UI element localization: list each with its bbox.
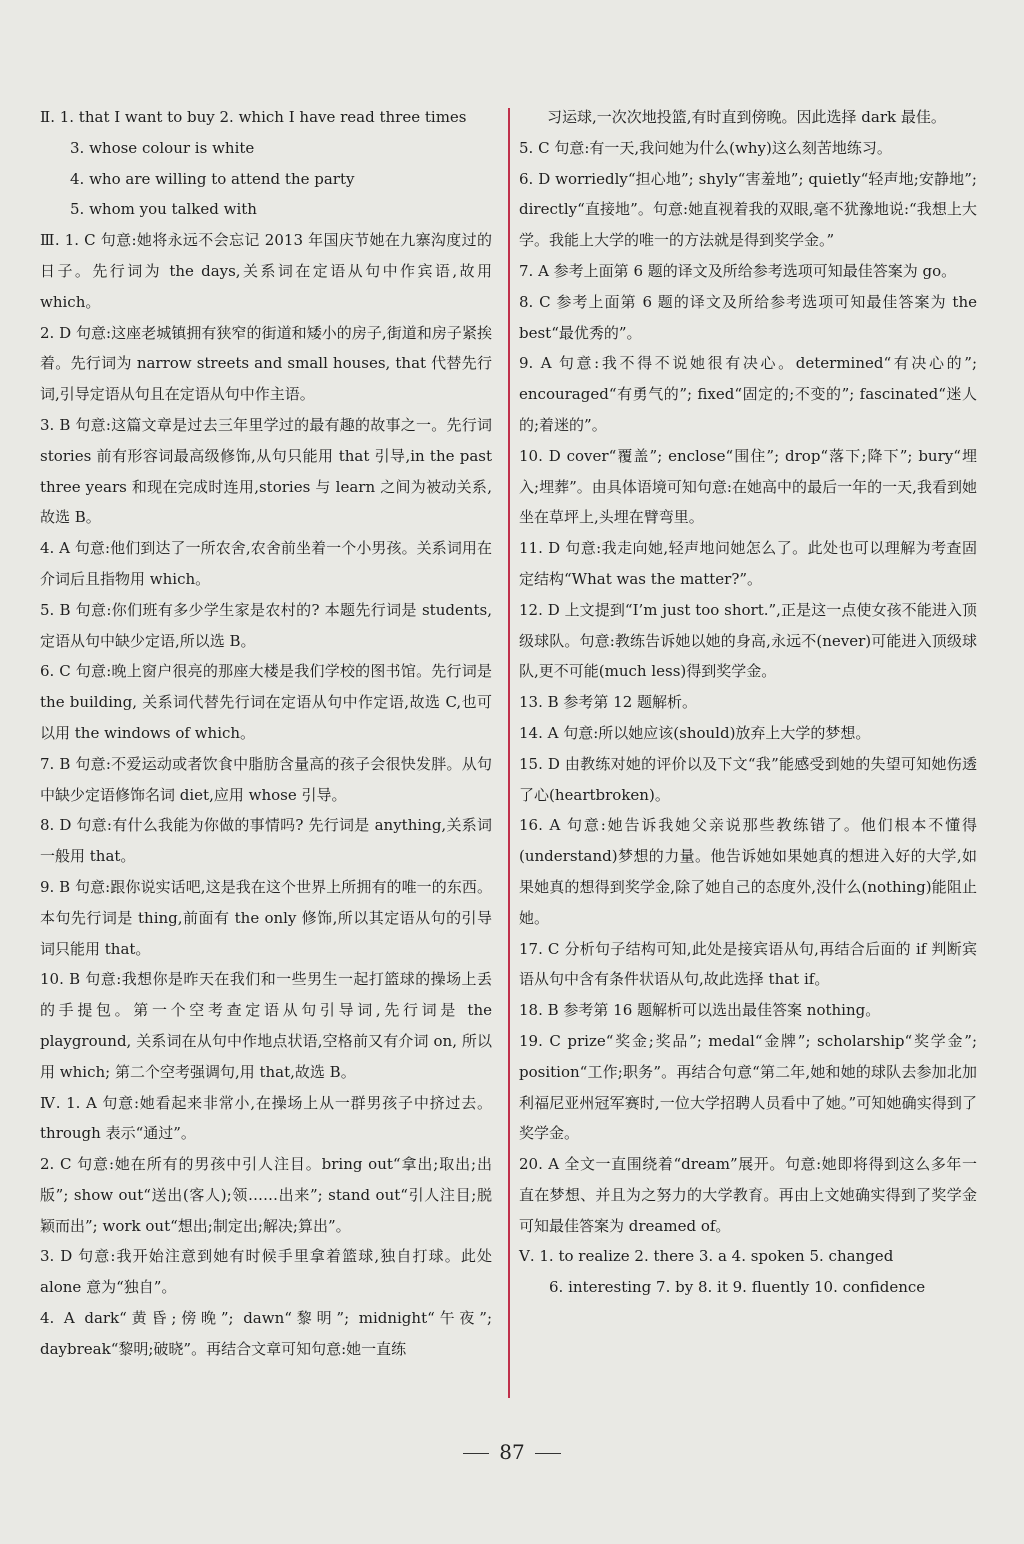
answer-item: 10. B 句意:我想你是昨天在我们和一些男生一起打篮球的操场上丢的手提包。第一个空考查定语从句引导词,先行词是 the playground, 关系词在从句中作地点状语,空格前又有介词 on, 所以用 which; 第二个空考强调句,用 that,故选 B。: [40, 970, 492, 1081]
answer-line: Ⅱ. 1. that I want to buy 2. which I have read three times: [40, 108, 467, 126]
answer-item: 17. C 分析句子结构可知,此处是接宾语从句,再结合后面的 if 判断宾语从句中含有条件状语从句,故此选择 that if。: [519, 939, 977, 989]
answer-item: 20. A 全文一直围绕着“dream”展开。句意:她即将得到这么多年一直在梦想、并且为之努力的大学教育。再由上文她确实得到了奖学金可知最佳答案为 dreamed of。: [519, 1155, 977, 1235]
answer-item: 8. D 句意:有什么我能为你做的事情吗? 先行词是 anything,关系词一般用 that。: [40, 816, 492, 866]
answer-item: 6. C 句意:晚上窗户很亮的那座大楼是我们学校的图书馆。先行词是 the building, 关系词代替先行词在定语从句中作定语,故选 C,也可以用 the windows of which。: [40, 662, 492, 742]
answer-item: 18. B 参考第 16 题解析可以选出最佳答案 nothing。: [519, 1001, 881, 1020]
answer-item: 10. D cover“覆盖”; enclose“围住”; drop“落下;降下”; bury“埋入;埋葬”。由具体语境可知句意:在她高中的最后一年的一天,我看到她坐在草坪上,头埋在臂弯里。: [519, 446, 977, 527]
answer-item: 2. D 句意:这座老城镇拥有狭窄的街道和矮小的房子,街道和房子紧挨着。先行词为 narrow streets and small houses, that 代替先行词,引导定语从句且在定语从句中作主语。: [40, 323, 492, 404]
page-footer: [0, 1440, 1024, 1464]
answer-item: 3. D 句意:我开始注意到她有时候手里拿着篮球,独自打球。此处 alone 意为“独自”。: [40, 1247, 492, 1297]
answer-item: 3. B 句意:这篇文章是过去三年里学过的最有趣的故事之一。先行词 stories 前有形容词最高级修饰,从句只能用 that 引导,in the past three years 和现在完成时连用,stories 与 learn 之间为被动关系,故选 B。: [40, 415, 492, 527]
answer-item: 习运球,一次次地投篮,有时直到傍晚。因此选择 dark 最佳。: [547, 108, 946, 126]
answer-item: 16. A 句意:她告诉我她父亲说那些教练错了。他们根本不懂得(understand)梦想的力量。他告诉她如果她真的想进入好的大学,如果她真的想得到奖学金,除了她自己的态度外,没什么(nothing)能阻止她。: [519, 816, 977, 927]
answer-item: 5. C 句意:有一天,我问她为什么(why)这么刻苦地练习。: [519, 138, 892, 157]
dash-left: [463, 1453, 489, 1454]
answer-item: 9. A 句意:我不得不说她很有决心。determined“有决心的”; encouraged“有勇气的”; fixed“固定的;不变的”; fascinated“迷人的;着迷的”。: [519, 354, 977, 434]
answer-item: 13. B 参考第 12 题解析。: [519, 693, 698, 712]
answer-line: Ⅴ. 1. to realize 2. there 3. a 4. spoken 5. changed: [519, 1247, 894, 1266]
answer-item: 4. A 句意:他们到达了一所农舍,农舍前坐着一个小男孩。关系词用在介词后且指物用 which。: [40, 539, 492, 588]
answer-item: 12. D 上文提到“I’m just too short.”,正是这一点使女孩不能进入顶级球队。句意:教练告诉她以她的身高,永远不(never)可能进入顶级球队,更不可能(much less)得到奖学金。: [519, 600, 977, 681]
page-number: 87: [499, 1440, 525, 1464]
answer-item: Ⅲ. 1. C 句意:她将永远不会忘记 2013 年国庆节她在九寨沟度过的日子。先行词为 the days,关系词在定语从句中作宾语,故用 which。: [40, 231, 492, 311]
answer-item: Ⅳ. 1. A 句意:她看起来非常小,在操场上从一群男孩子中挤过去。through 表示“通过”。: [40, 1093, 492, 1143]
answer-line: 4. who are willing to attend the party: [70, 169, 355, 188]
right-column: [519, 102, 977, 1303]
answer-line: 6. interesting 7. by 8. it 9. fluently 10. confidence: [549, 1278, 926, 1297]
answer-item: 4. A dark“黄昏;傍晚”; dawn“黎明”; midnight“午夜”; daybreak“黎明;破晓”。再结合文章可知句意:她一直练: [40, 1309, 492, 1358]
answer-item: 19. C prize“奖金;奖品”; medal“金牌”; scholarship“奖学金”; position“工作;职务”。再结合句意“第二年,她和她的球队去参加北加利福尼亚州冠军赛时,一位大学招聘人员看中了她。”可知她确实得到了奖学金。: [519, 1031, 977, 1143]
left-column: [40, 102, 492, 1365]
answer-line: 5. whom you talked with: [70, 200, 257, 219]
answer-item: 2. C 句意:她在所有的男孩中引人注目。bring out“拿出;取出;出版”; show out“送出(客人);领……出来”; stand out“引人注目;脱颖而出”; work out“想出;制定出;解决;算出”。: [40, 1155, 492, 1235]
answer-item: 7. B 句意:不爱运动或者饮食中脂肪含量高的孩子会很快发胖。从句中缺少定语修饰名词 diet,应用 whose 引导。: [40, 754, 492, 804]
answer-line: 3. whose colour is white: [70, 138, 255, 157]
answer-item: 15. D 由教练对她的评价以及下文“我”能感受到她的失望可知她伤透了心(heartbroken)。: [519, 754, 977, 804]
answer-item: 5. B 句意:你们班有多少学生家是农村的? 本题先行词是 students,定语从句中缺少定语,所以选 B。: [40, 600, 492, 650]
answer-item: 9. B 句意:跟你说实话吧,这是我在这个世界上所拥有的唯一的东西。本句先行词是 thing,前面有 the only 修饰,所以其定语从句的引导词只能用 that。: [40, 877, 492, 958]
dash-right: [535, 1453, 561, 1454]
column-divider: [508, 108, 510, 1398]
answer-item: 8. C 参考上面第 6 题的译文及所给参考选项可知最佳答案为 the best“最优秀的”。: [519, 292, 977, 342]
answer-item: 7. A 参考上面第 6 题的译文及所给参考选项可知最佳答案为 go。: [519, 261, 957, 280]
answer-item: 14. A 句意:所以她应该(should)放弃上大学的梦想。: [519, 723, 871, 742]
answer-item: 6. D worriedly“担心地”; shyly“害羞地”; quietly“轻声地;安静地”; directly“直接地”。句意:她直视着我的双眼,毫不犹豫地说:“我想上大学。我能上大学的唯一的方法就是得到奖学金。”: [519, 169, 977, 250]
answer-item: 11. D 句意:我走向她,轻声地问她怎么了。此处也可以理解为考查固定结构“What was the matter?”。: [519, 539, 977, 588]
